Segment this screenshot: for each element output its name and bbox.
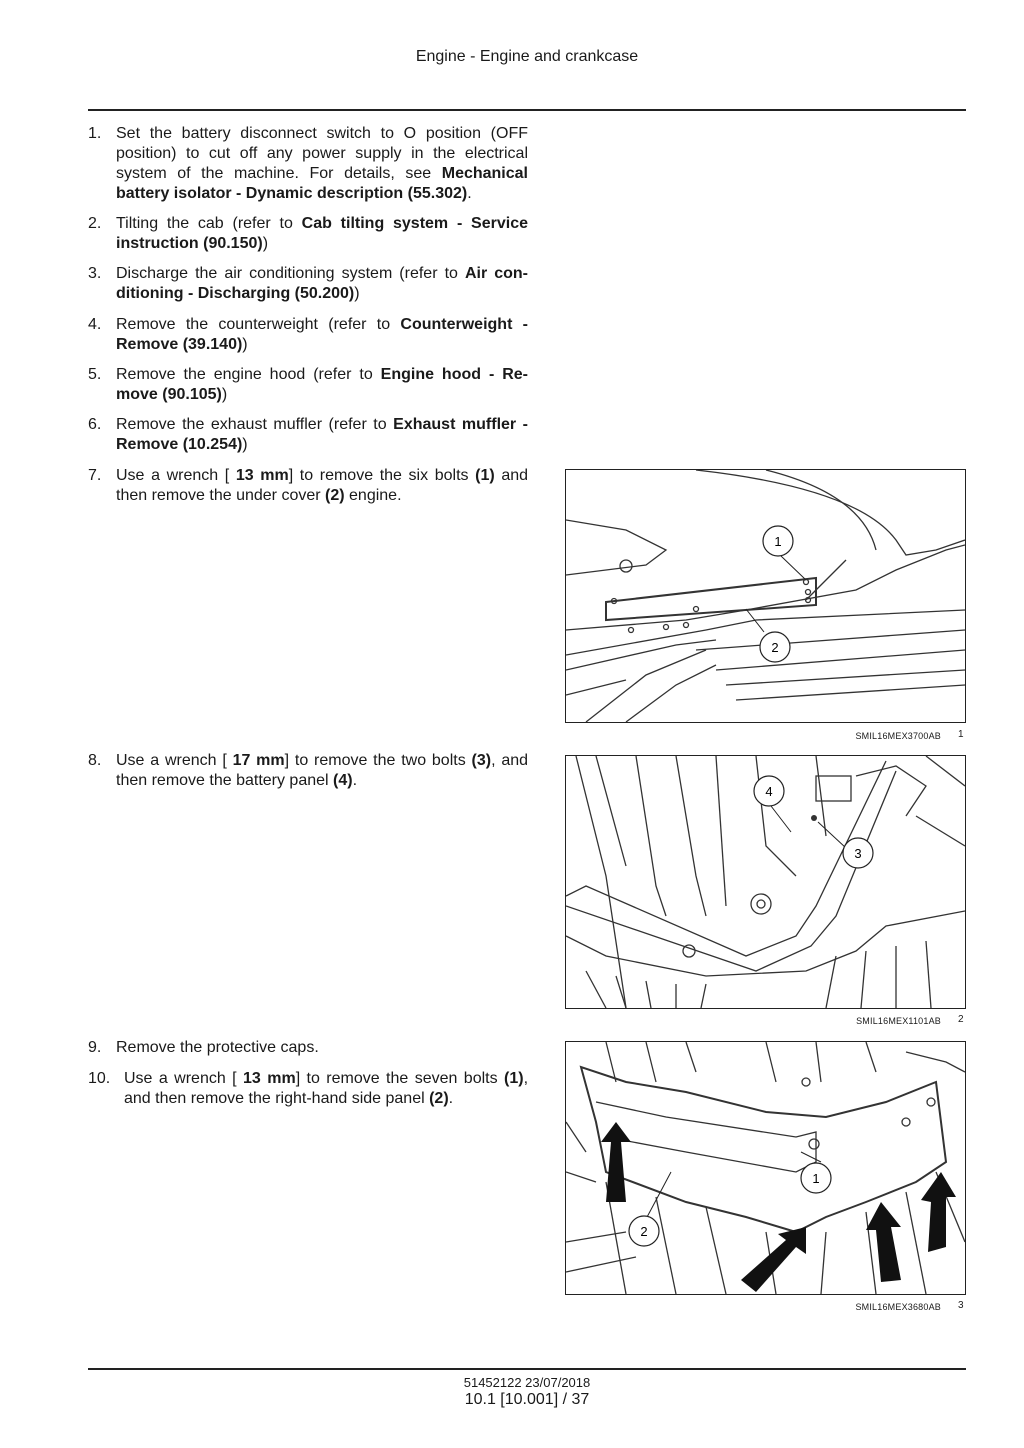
svg-text:1: 1: [812, 1171, 820, 1186]
step-text-run: Remove the protective caps.: [116, 1039, 319, 1056]
step-text-run: , and then remove the battery panel: [116, 752, 529, 789]
step-text-run: Tilting the cab (refer to: [116, 215, 302, 232]
step-reference: (2): [325, 487, 345, 504]
svg-text:3: 3: [854, 846, 862, 861]
step-text-run: Use a wrench [: [116, 752, 233, 769]
step-text-run: ): [354, 285, 360, 302]
step-reference: Exhaust muffler - Remove (10.254): [116, 416, 528, 453]
step-text-run: Remove the counterweight (refer to: [116, 316, 401, 333]
step-reference: (1): [475, 467, 495, 484]
header-rule: [88, 109, 966, 111]
step-number: 8.: [88, 752, 102, 769]
step-text-run: Discharge the air conditioning system (refer to: [116, 265, 465, 282]
step-reference: Air con-ditioning - Discharging (50.200): [116, 265, 529, 302]
step-text: [116, 365, 528, 405]
figure-side-panel: [565, 1041, 966, 1295]
step-text-run: ): [262, 235, 269, 252]
step-text-run: .: [352, 772, 358, 789]
step-text-run: ] to remove the seven bolts: [295, 1070, 505, 1087]
step-reference: Engine hood - Re-move (90.105): [116, 366, 529, 403]
step-text-run: , and then remove the right-hand side panel: [124, 1070, 529, 1107]
step-reference: 13 mm: [243, 1070, 296, 1087]
step-reference: 17 mm: [232, 752, 285, 769]
step-reference: Mechanical battery isolator - Dynamic description (55.302): [116, 165, 528, 202]
step-5: [88, 365, 528, 405]
footer-page-number: 10.1 [10.001] / 37: [464, 1391, 590, 1408]
step-text: [116, 1038, 528, 1058]
step-7: [88, 466, 528, 506]
step-text: [116, 124, 528, 204]
step-reference: 13 mm: [235, 467, 289, 484]
step-text: [116, 751, 528, 791]
step-6: [88, 415, 528, 455]
step-text: [116, 214, 528, 254]
step-1: [88, 124, 528, 204]
footer-document-id: 51452122 23/07/2018: [463, 1375, 591, 1390]
battery-panel-illustration: [566, 756, 965, 1008]
svg-text:2: 2: [771, 640, 779, 655]
callout-1: [763, 526, 806, 580]
callout-2: [746, 609, 790, 662]
step-text-run: .: [467, 185, 472, 202]
step-4: [88, 315, 528, 355]
step-number: 7.: [88, 467, 102, 484]
step-text-run: ] to remove the two bolts: [284, 752, 472, 769]
step-number: 2.: [88, 215, 102, 232]
step-reference: (2): [429, 1090, 449, 1107]
svg-text:2: 2: [640, 1224, 648, 1239]
step-text-run: Remove the engine hood (refer to: [116, 366, 381, 383]
footer-rule: [88, 1368, 966, 1370]
step-text-run: Set the battery disconnect switch to O position (OFF position) to cut off any power supply in the electrical system of the machine. For details, see: [116, 125, 528, 182]
step-8: [88, 751, 528, 791]
figure-battery-panel: [565, 755, 966, 1009]
step-text-run: Use a wrench [: [116, 467, 236, 484]
step-text-run: Remove the exhaust muffler (refer to: [116, 416, 394, 433]
step-reference: Counterweight - Remove (39.140): [116, 316, 529, 353]
figure-number: 3: [958, 1300, 964, 1311]
step-text-run: ): [242, 436, 248, 453]
side-panel-illustration: [566, 1042, 965, 1294]
step-number: 3.: [88, 265, 102, 282]
step-text: [116, 264, 528, 304]
step-number: 6.: [88, 416, 102, 433]
step-text-run: and then remove the under cover: [116, 467, 529, 504]
figure-code: SMIL16MEX1101AB: [856, 1016, 941, 1026]
step-text-run: Use a wrench [: [124, 1070, 244, 1087]
svg-text:4: 4: [765, 784, 773, 799]
step-number: 10.: [88, 1070, 111, 1087]
figure-number: 2: [958, 1014, 964, 1025]
callout-3: [818, 822, 873, 868]
step-2: [88, 214, 528, 254]
step-number: 9.: [88, 1039, 102, 1056]
callout-4: [754, 776, 791, 832]
step-text-run: ): [242, 336, 248, 353]
step-reference: (1): [504, 1070, 524, 1087]
step-text-run: ] to remove the six bolts: [288, 467, 476, 484]
figure-code: SMIL16MEX3700AB: [855, 731, 941, 741]
step-text: [116, 466, 528, 506]
step-9: [88, 1038, 528, 1058]
step-10: [88, 1069, 528, 1109]
step-text: [116, 315, 528, 355]
step-text: [124, 1069, 528, 1109]
step-text: [116, 415, 528, 455]
svg-text:1: 1: [774, 534, 782, 549]
step-reference: (3): [471, 752, 492, 769]
step-number: 1.: [88, 125, 102, 142]
figure-under-cover: [565, 469, 966, 723]
step-text-run: .: [448, 1090, 454, 1107]
step-number: 4.: [88, 316, 102, 333]
step-text-run: ): [221, 386, 228, 403]
step-text-run: engine.: [344, 487, 402, 504]
under-cover-illustration: [566, 470, 965, 722]
figure-number: 1: [958, 729, 964, 740]
step-3: [88, 264, 528, 304]
page-header-title: Engine - Engine and crankcase: [415, 48, 639, 65]
step-number: 5.: [88, 366, 102, 383]
figure-code: SMIL16MEX3680AB: [855, 1302, 941, 1312]
step-reference: Cab tilting system - Service instruction (90.150): [116, 215, 528, 252]
step-reference: (4): [333, 772, 353, 789]
